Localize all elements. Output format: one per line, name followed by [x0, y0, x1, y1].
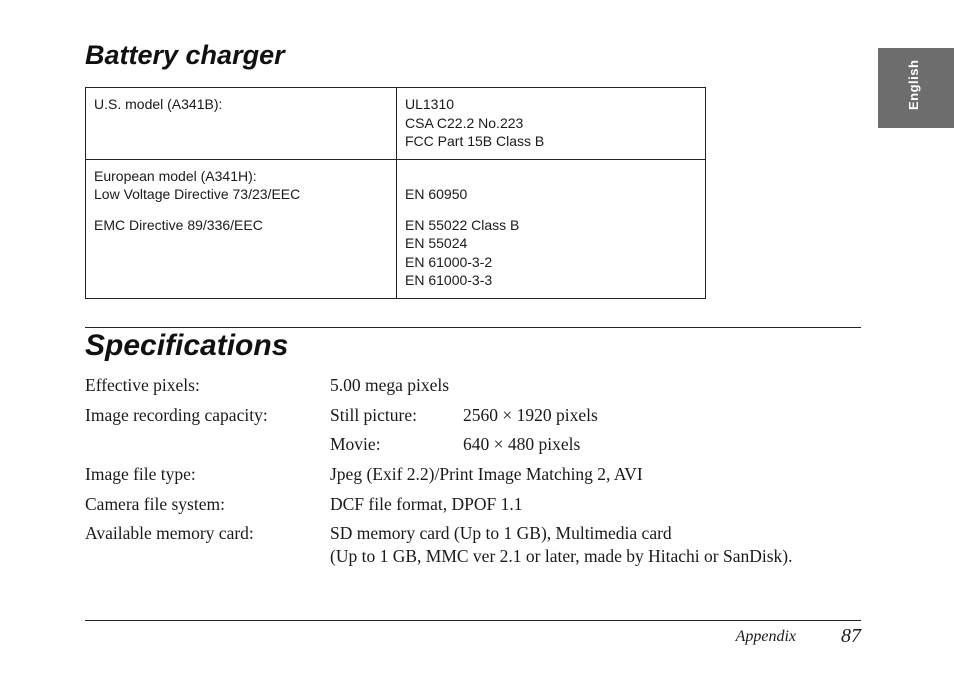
spec-value-available-memory-card-note: (Up to 1 GB, MMC ver 2.1 or later, made by Hitachi or SanDisk).: [330, 546, 793, 566]
standard-item: FCC Part 15B Class B: [405, 133, 545, 149]
table-cell-standards: [397, 88, 706, 160]
standard-item: EN 55022 Class B: [405, 216, 520, 233]
european-model-label: European model (A341H):: [94, 167, 257, 184]
emc-directive-label: EMC Directive 89/336/EEC: [94, 216, 263, 233]
spec-label-image-file-type: Image file type:: [85, 464, 196, 484]
spec-label-effective-pixels: Effective pixels:: [85, 375, 200, 395]
spec-value-movie: 640 × 480 pixels: [463, 434, 581, 454]
spec-value-still-picture: 2560 × 1920 pixels: [463, 405, 598, 425]
table-cell-model: [86, 88, 397, 160]
standard-item: UL1310: [405, 96, 455, 112]
certification-table: [85, 87, 706, 299]
table-cell-model: [86, 159, 397, 298]
spec-label-image-recording-capacity: Image recording capacity:: [85, 405, 268, 425]
spec-value-available-memory-card: SD memory card (Up to 1 GB), Multimedia card: [330, 523, 672, 543]
table-cell-standards: [397, 159, 706, 298]
standard-item: CSA C22.2 No.223: [405, 114, 524, 131]
footer-divider: [85, 620, 861, 621]
section-divider: [85, 327, 861, 328]
battery-charger-heading: Battery charger: [85, 40, 285, 70]
spec-sublabel-movie: Movie:: [330, 434, 381, 454]
table-row: [86, 88, 706, 160]
spec-label-available-memory-card: Available memory card:: [85, 523, 254, 543]
spec-value-image-file-type: Jpeg (Exif 2.2)/Print Image Matching 2, AVI: [330, 464, 643, 484]
spec-label-camera-file-system: Camera file system:: [85, 494, 225, 514]
language-tab-label: English: [906, 59, 921, 110]
low-voltage-directive-label: Low Voltage Directive 73/23/EEC: [94, 186, 301, 202]
standard-item: EN 61000-3-3: [405, 272, 493, 288]
standard-item: EN 55024: [405, 235, 468, 251]
table-row: [86, 159, 706, 298]
page-number: 87: [841, 625, 861, 647]
standard-item: EN 60950: [405, 186, 468, 202]
standard-item: EN 61000-3-2: [405, 253, 493, 270]
spec-value-effective-pixels: 5.00 mega pixels: [330, 375, 450, 395]
language-tab: [878, 48, 954, 128]
specifications-heading: Specifications: [85, 329, 289, 362]
spec-sublabel-still-picture: Still picture:: [330, 405, 418, 425]
us-model-label: U.S. model (A341B):: [94, 96, 223, 112]
spec-value-camera-file-system: DCF file format, DPOF 1.1: [330, 494, 523, 514]
footer-section-name: Appendix: [735, 628, 796, 645]
